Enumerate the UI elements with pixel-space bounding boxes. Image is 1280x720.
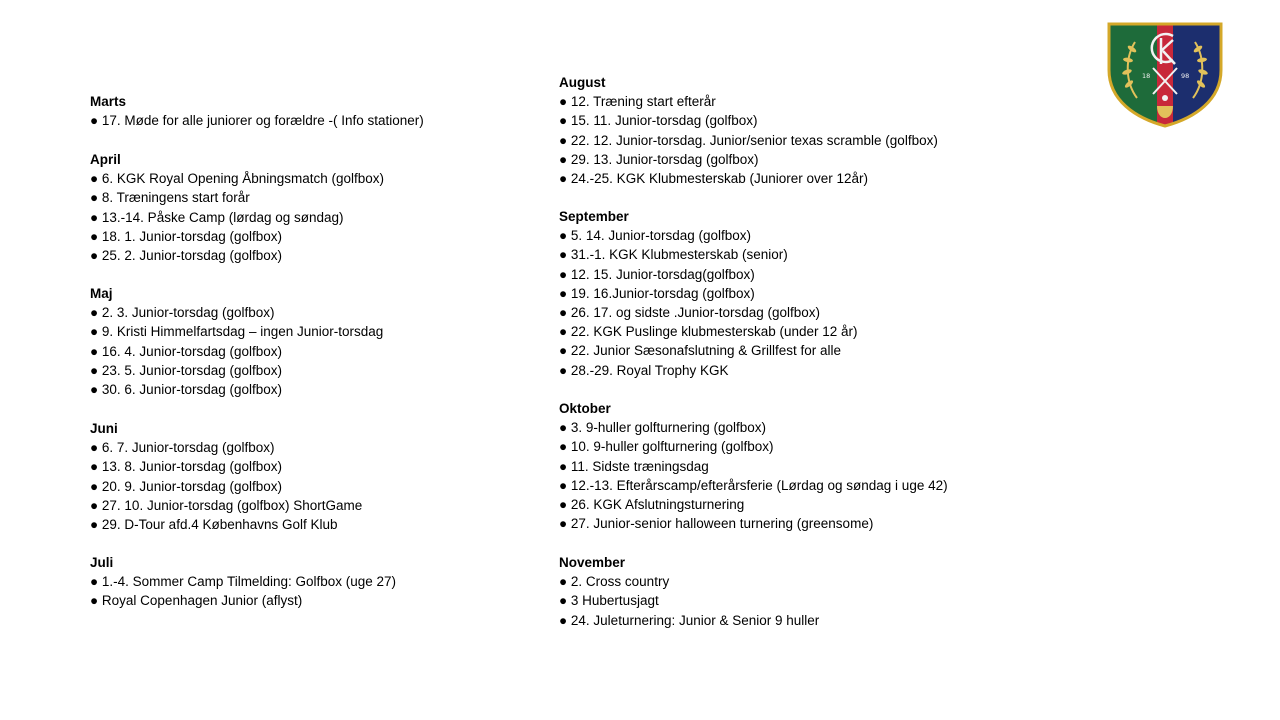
event-item: ● 22. KGK Puslinge klubmesterskab (under 12 år) (559, 324, 858, 340)
event-item: ● 13. 8. Junior-torsdag (golfbox) (90, 459, 282, 475)
event-item: ● 6. KGK Royal Opening Åbningsmatch (golfbox) (90, 171, 385, 187)
event-item: ● 19. 16.Junior-torsdag (golfbox) (559, 285, 755, 301)
event-item: ● 28.-29. Royal Trophy KGK (559, 362, 729, 378)
month-heading: Marts (90, 94, 127, 109)
event-item: ● 13.-14. Påske Camp (lørdag og søndag) (90, 209, 344, 225)
month-section-september (559, 207, 858, 380)
month-section-juni (90, 419, 362, 534)
event-item: ● 25. 2. Junior-torsdag (golfbox) (90, 247, 282, 263)
event-item: ● 24.-25. KGK Klubmesterskab (Juniorer over 12år) (559, 170, 869, 186)
event-item: ● 23. 5. Junior-torsdag (golfbox) (90, 362, 282, 378)
month-heading: November (559, 555, 626, 570)
month-heading: Oktober (559, 401, 611, 416)
svg-text:18: 18 (1142, 72, 1151, 80)
event-item: ● 26. KGK Afslutningsturnering (559, 496, 745, 512)
svg-text:98: 98 (1181, 72, 1190, 80)
crest-icon (1107, 18, 1223, 128)
month-heading: April (90, 152, 121, 167)
event-item: ● 27. 10. Junior-torsdag (golfbox) ShortGame (90, 497, 363, 513)
club-crest-logo (1107, 18, 1223, 128)
event-item: ● 16. 4. Junior-torsdag (golfbox) (90, 343, 282, 359)
event-item: ● 11. Sidste træningsdag (559, 458, 709, 474)
event-item: ● 17. Møde for alle juniorer og forældre -( Info stationer) (90, 113, 424, 129)
event-item: ● 22. Junior Sæsonafslutning & Grillfest for alle (559, 343, 842, 359)
event-item: ● 9. Kristi Himmelfartsdag – ingen Junior-torsdag (90, 324, 384, 340)
event-item: ● 12. Træning start efterår (559, 94, 716, 110)
event-item: ● 31.-1. KGK Klubmesterskab (senior) (559, 247, 788, 263)
month-section-april (90, 150, 384, 265)
event-item: ● 22. 12. Junior-torsdag. Junior/senior texas scramble (golfbox) (559, 132, 938, 148)
month-section-juli (90, 553, 396, 611)
event-item: ● 3 Hubertusjagt (559, 593, 659, 609)
event-item: ● Royal Copenhagen Junior (aflyst) (90, 593, 303, 609)
month-heading: Juni (90, 421, 118, 436)
event-item: ● 10. 9-huller golfturnering (golfbox) (559, 439, 774, 455)
month-section-maj (90, 284, 383, 399)
event-item: ● 24. Juleturnering: Junior & Senior 9 huller (559, 612, 820, 628)
month-heading: August (559, 75, 606, 90)
event-item: ● 26. 17. og sidste .Junior-torsdag (golfbox) (559, 304, 821, 320)
event-item: ● 30. 6. Junior-torsdag (golfbox) (90, 381, 282, 397)
month-section-oktober (559, 399, 948, 533)
event-item: ● 18. 1. Junior-torsdag (golfbox) (90, 228, 282, 244)
event-item: ● 29. 13. Junior-torsdag (golfbox) (559, 151, 759, 167)
month-heading: September (559, 209, 629, 224)
month-section-marts (90, 92, 424, 130)
month-heading: Maj (90, 286, 113, 301)
event-item: ● 27. Junior-senior halloween turnering (greensome) (559, 516, 874, 532)
event-item: ● 20. 9. Junior-torsdag (golfbox) (90, 478, 282, 494)
event-item: ● 2. 3. Junior-torsdag (golfbox) (90, 305, 275, 321)
month-section-august (559, 73, 938, 188)
event-item: ● 15. 11. Junior-torsdag (golfbox) (559, 113, 758, 129)
event-item: ● 2. Cross country (559, 574, 670, 590)
event-item: ● 29. D-Tour afd.4 Københavns Golf Klub (90, 516, 338, 532)
event-item: ● 1.-4. Sommer Camp Tilmelding: Golfbox (uge 27) (90, 574, 397, 590)
month-heading: Juli (90, 555, 114, 570)
event-item: ● 5. 14. Junior-torsdag (golfbox) (559, 228, 751, 244)
event-item: ● 12.-13. Efterårscamp/efterårsferie (Lørdag og søndag i uge 42) (559, 477, 948, 493)
event-item: ● 12. 15. Junior-torsdag(golfbox) (559, 266, 755, 282)
event-item: ● 8. Træningens start forår (90, 190, 250, 206)
month-section-november (559, 553, 819, 630)
event-item: ● 6. 7. Junior-torsdag (golfbox) (90, 440, 275, 456)
event-item: ● 3. 9-huller golfturnering (golfbox) (559, 420, 767, 436)
